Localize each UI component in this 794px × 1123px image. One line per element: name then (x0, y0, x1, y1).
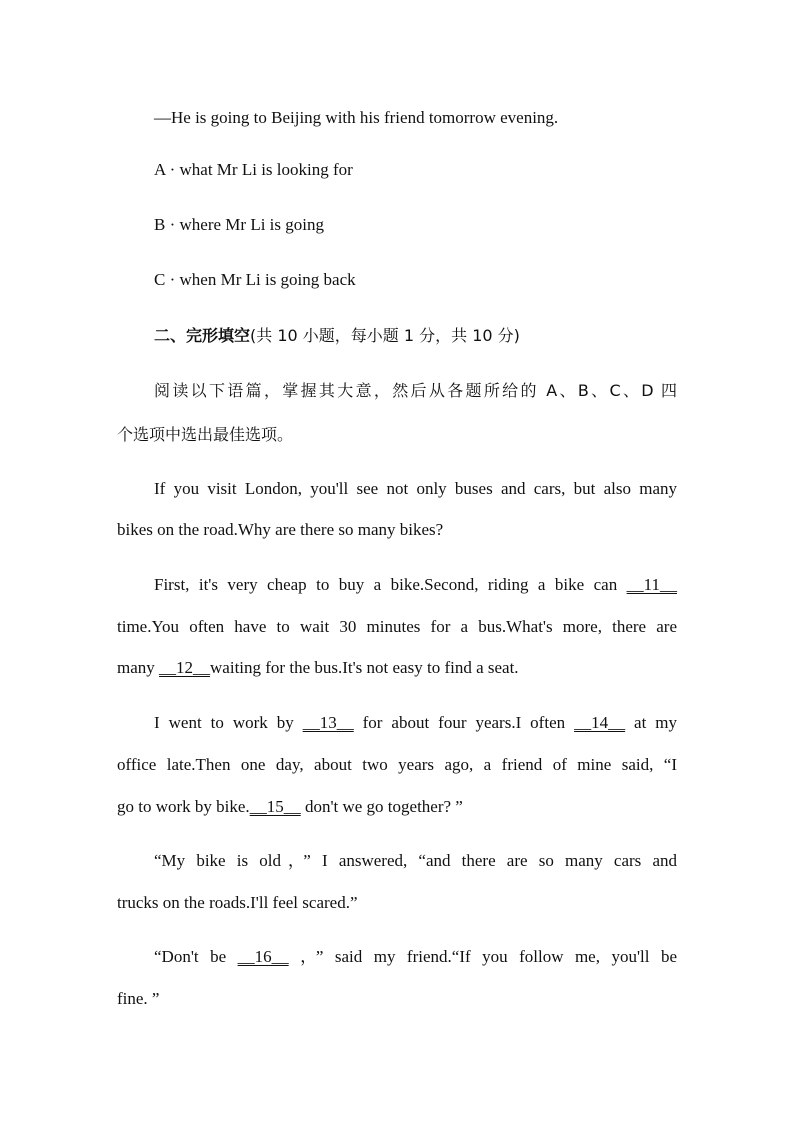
option-b (154, 214, 324, 236)
option-separator: · (169, 160, 176, 179)
passage-p5-line1 (154, 946, 677, 968)
section-score-note: (共 10 小题，每小题 1 分，共 10 分) (250, 326, 520, 345)
passage-p1-line1: If you visit London, you'll see not only buses and cars, but also many (154, 479, 677, 498)
option-text: when Mr Li is going back (179, 270, 356, 289)
blank-12: __12__ (159, 658, 211, 677)
passage-p2-line2: time.You often have to wait 30 minutes for a bus.What's more, there are (117, 617, 677, 636)
passage-p1-line2: bikes on the road.Why are there so many bikes? (117, 520, 444, 539)
text-segment: for about four years.I often (353, 713, 575, 732)
option-label: B (154, 215, 166, 234)
passage-p4-line1: “My bike is old，” I answered, “and there are so many cars and (154, 851, 677, 870)
option-a (154, 159, 353, 181)
text-segment: many (117, 658, 160, 677)
passage-p4-line2: trucks on the roads.I'll feel scared.” (117, 893, 358, 912)
text-segment: don't we go together? ” (300, 797, 463, 816)
option-text: where Mr Li is going (179, 215, 324, 234)
text-segment: I went to work by (154, 713, 303, 732)
section-heading (154, 325, 520, 347)
blank-13: __13__ (302, 713, 354, 732)
passage-p3-line3 (117, 796, 677, 818)
blank-11: __11__ (626, 575, 677, 594)
passage-p3-line1 (154, 712, 677, 734)
text-segment: First, it's very cheap to buy a bike.Second, riding a bike can (154, 575, 627, 594)
option-separator: · (169, 270, 176, 289)
text-segment: go to work by bike. (117, 797, 250, 816)
instruction-line-2: 个选项中选出最佳选项。 (117, 425, 294, 444)
option-label: A (154, 160, 166, 179)
text-segment: “Don't be (154, 947, 238, 966)
option-label: C (154, 270, 166, 289)
text-segment: ，” said my friend.“If you follow me, you'll be (288, 947, 677, 966)
passage-p2-line3 (117, 657, 677, 679)
answer-line: —He is going to Beijing with his friend tomorrow evening. (154, 108, 559, 127)
option-c (154, 269, 356, 291)
blank-14: __14__ (574, 713, 626, 732)
instruction-line-1: 阅读以下语篇，掌握其大意，然后从各题所给的 A、B、C、D 四 (154, 381, 677, 400)
option-text: what Mr Li is looking for (179, 160, 353, 179)
passage-p3-line2: office late.Then one day, about two years ago, a friend of mine said, “I (117, 755, 677, 774)
passage-p2-line1 (154, 574, 677, 596)
blank-15: __15__ (249, 797, 301, 816)
option-separator: · (169, 215, 176, 234)
blank-16: __16__ (237, 947, 289, 966)
text-segment: waiting for the bus.It's not easy to find a seat. (210, 658, 519, 677)
section-title: 二、完形填空 (154, 326, 251, 345)
text-segment: at my (625, 713, 678, 732)
passage-p5-line2: fine. ” (117, 989, 160, 1008)
